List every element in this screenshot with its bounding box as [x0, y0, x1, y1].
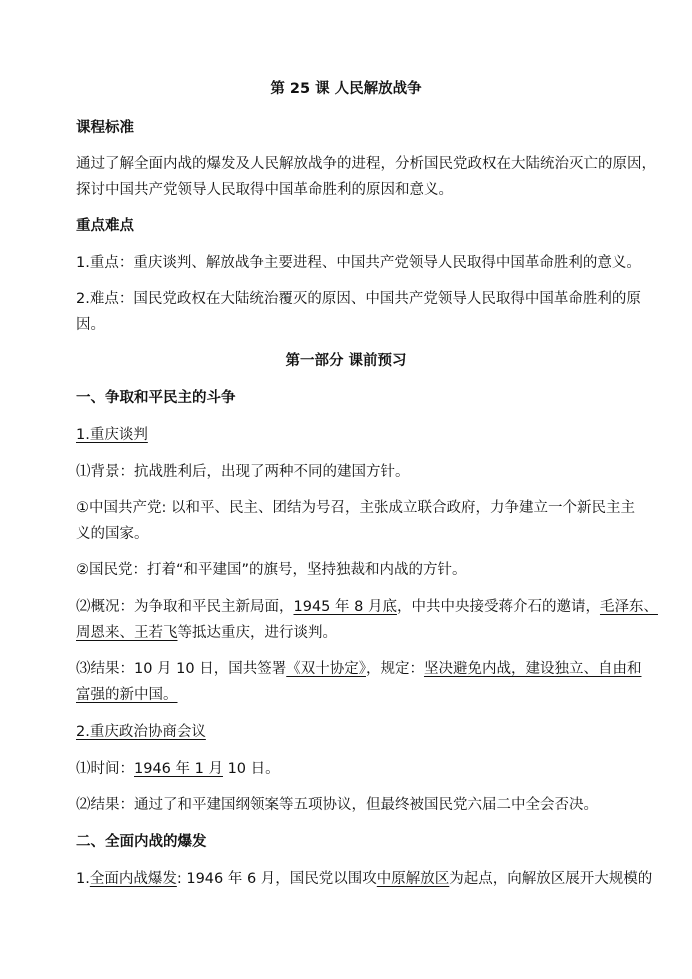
result-provision: 坚决避免内战，建设独立、自由和 — [423, 661, 642, 677]
overview-mao: 毛泽东、 — [599, 599, 658, 615]
heading-key-points: 重点难点 — [76, 218, 134, 234]
difficult-point-line-1: 2.难点：国民党政权在大陆统治覆灭的原因、中国共产党领导人民取得中国革命胜利的原 — [76, 291, 641, 307]
standard-line-1: 通过了解全面内战的爆发及人民解放战争的进程，分析国民党政权在大陆统治灭亡的原因， — [76, 156, 656, 172]
central-plains-area: 中原解放区 — [376, 871, 450, 887]
kmt-policy: ②国民党：打着“和平建国”的旗号，坚持独裁和内战的方针。 — [76, 562, 467, 578]
political-consultative-label: 2.重庆政治协商会议 — [76, 724, 206, 740]
overview-text-a: ⑵概况：为争取和平民主新局面， — [76, 599, 294, 615]
overview-line-2 — [76, 624, 624, 642]
subsection-political-consultative — [76, 723, 624, 741]
outbreak-text-c: : 1946 年 6 月，国民党以围攻 — [176, 871, 377, 887]
difficult-point-line-2: 因。 — [76, 317, 105, 333]
overview-date: 1945 年 8 月底 — [293, 599, 397, 615]
outbreak-label: 全面内战爆发 — [89, 871, 177, 887]
background-paragraph: ⑴背景：抗战胜利后，出现了两种不同的建国方针。 — [76, 464, 410, 480]
result-provision-cont: 富强的新中国。 — [76, 687, 178, 703]
pcc-time-label: ⑴时间： — [76, 761, 134, 777]
result-line-2 — [76, 686, 624, 704]
outbreak-num: 1. — [76, 871, 90, 887]
double-tenth-agreement: 《双十协定》 — [286, 661, 366, 677]
overview-line-1 — [76, 598, 658, 616]
civil-war-outbreak — [76, 870, 653, 888]
key-point-1: 1.重点：重庆谈判、解放战争主要进程、中国共产党领导人民取得中国革命胜利的意义。 — [76, 255, 641, 271]
section-2-heading: 二、全面内战的爆发 — [76, 834, 207, 850]
pcc-time — [76, 760, 624, 778]
result-text-c: ，规定： — [365, 661, 424, 677]
result-line-1 — [76, 660, 642, 678]
part-one-title: 第一部分 课前预习 — [285, 353, 407, 369]
pcc-time-day: 10 日。 — [222, 761, 280, 777]
overview-text-f: 等抵达重庆，进行谈判。 — [177, 625, 337, 641]
standard-line-2: 探讨中国共产党领导人民取得中国革命胜利的原因和意义。 — [76, 182, 453, 198]
pcc-time-date: 1946 年 1 月 — [134, 761, 223, 777]
subsection-chongqing-negotiation: 1.重庆谈判 — [76, 427, 148, 443]
outbreak-text-e: 为起点，向解放区展开大规模的 — [449, 871, 653, 887]
overview-zhou-wang: 周恩来、王若飞 — [76, 625, 178, 641]
ccp-policy-line-2: 义的国家。 — [76, 526, 149, 542]
section-1-heading: 一、争取和平民主的斗争 — [76, 390, 236, 406]
lesson-title: 第 25 课 人民解放战争 — [270, 81, 422, 97]
heading-course-standard: 课程标准 — [76, 120, 134, 136]
overview-text-c: ，中共中央接受蒋介石的邀请， — [396, 599, 600, 615]
result-text-a: ⑶结果：10 月 10 日，国共签署 — [76, 661, 287, 677]
ccp-policy-line-1: ①中国共产党: 以和平、民主、团结为号召，主张成立联合政府，力争建立一个新民主主 — [76, 500, 635, 516]
pcc-result: ⑵结果：通过了和平建国纲领案等五项协议，但最终被国民党六届二中全会否决。 — [76, 797, 598, 813]
